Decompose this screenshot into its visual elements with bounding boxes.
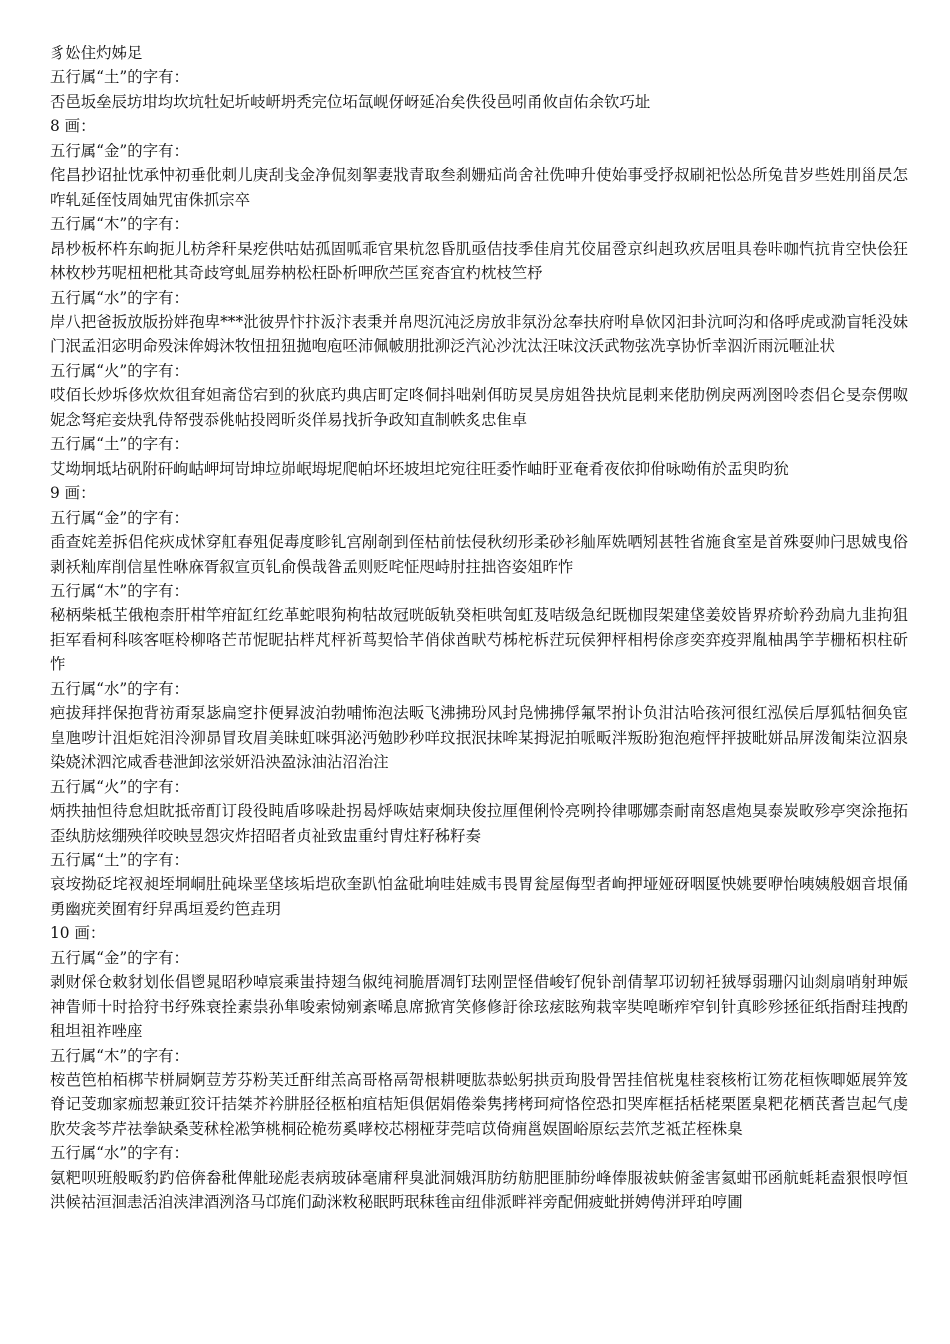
element-heading: 五行属“土”的字有：	[50, 68, 189, 87]
element-heading: 五行属“土”的字有：	[50, 435, 189, 454]
character-list: 剥财倸仓敕豺划伥倡鬯晁昭秒啅宸乘蚩持翅刍俶纯祠脆厝凋钉珐刚罡怪借峻钌倪钋剖倩挈邛讱轫衽狨辱弱珊闪讪剡扇哨射珅娠神眚师十时拾狩书纾殊衰拴素祟孙隼唆索恸剜紊唏息席掀宵笑修修訏徐玹痃眩殉栽宰奘唣晰痄窄钊针真畛殄拯征纸指酎珪拽酌租坦祖祚唑座	[50, 973, 908, 1041]
character-list: 臿查姹差拆侣侘疢成怵穿舡春殂促毒度畛钆宫剐剞到侄枯前怯侵秋纫形柔砂衫舢厍姺哂矧甚牲省施食室是首殊耍帅闩思娀曳俗剥袄籼库削信星性咻庥胥叙宣页钆俞俁哉昝孟则贬咤怔咫峙肘拄拙咨姿俎昨怍	[50, 533, 908, 576]
stroke-count-heading: 10 画：	[50, 924, 106, 943]
character-list: 疤拔拜拌保抱背祊甭泵毖扁窆抃便昪波泊勃哺怖泡法畈飞沸拂玢风封凫怫拂俘氟罘拊讣负泔沽哈孩河很红泓侯后厚狐牯徊奂宦皇虺哕计沮炬姹泪泠泖昴冒玫眉美昧虹咪弭泌沔勉眇秒咩玟抿泯抹哞某拇泥拍哌畈泮叛盼狍泡疱怦抨披毗姘品屏泼匍柒泣泅泉染娆沭泗沱咸香巷泄卸泫泶妍沿泱盈泳油沾沼治注	[50, 704, 908, 772]
character-list: 哎佰长炒坼侈炊炊徂耷妲斋岱宕到的狄底玓典店町定咚侗抖咄剁佴昉炅昊房姐咎抉炕昆剌来佬肋例戾两冽囹呤枩侣仑旻奈侽呶妮念弩疟妾炔乳侍帑弢忝佻帖投罔昕炎佯易找折争政知直制帙炙忠隹卓	[50, 386, 908, 429]
element-heading: 五行属“金”的字有：	[50, 141, 189, 160]
text-line: 豸妐住灼姊足	[50, 44, 143, 62]
element-heading: 五行属“土”的字有：	[50, 850, 189, 869]
character-list: 秘柄柴柢芏俄枹柰肝柑竿疳缸红纥革蛇哏狗枸牯故冠咣皈轨癸柜哄訇虹芨咭级急纪既枷叚架建垡姜姣皆界疥蚧矜劲扃九韭拘狙拒军看柯科咳客哐柃柳咯芒芇怩昵拈柈芃枰祈茑契恰芊俏俅酋畎芍柹柁柝茳玩侯狎枰相枵俆彦奕弈疫羿胤柚禺竽芋栅柘枳柱斫怍	[50, 606, 908, 674]
element-heading: 五行属“水”的字有：	[50, 679, 189, 698]
character-list: 否邑坂垒辰坊坩均坎坑牡妃圻岐岍坍秃完位坧氙岘伢岈延冶矣佚役邑吲甬攸卣佑余钦巧址	[50, 92, 651, 111]
element-heading: 五行属“木”的字有：	[50, 581, 189, 600]
document-page	[50, 41, 908, 1215]
character-list: 桉芭笆柏栢梆芐栟屙婀荳芳芬粉芙迁酐绀羔高哥格鬲哿根耕哽肱恭蚣躬拱贡珣股骨罟挂倌桄鬼桂衮核桁讧笏花桓恢唧姬展笄笈脊记芰珈家痂恝兼豇狡讦拮桀芥衿肼胫径柩桕疽桔矩倶倨娟倦桊隽拷栲珂疴恪倥恐扣哭库框括栝栳栗匿臬粑花栖芪耆岂起气虔肷芡衾芩芹祛拳缺桑芰秫栓凇笋桃桐砼桅芴奚哮校芯栩桠芽莞唁苡倚痈邕娱圄峪原纭芸笊芝祗芷桎株臬	[50, 1071, 908, 1138]
stroke-count-heading: 8 画：	[50, 117, 96, 136]
stroke-count-heading: 9 画：	[50, 484, 96, 503]
element-heading: 五行属“金”的字有：	[50, 948, 189, 967]
character-list: 艾坳坰坻坫矾附矸岣岵岬坷岢坤垃峁岷坶坭爬帕坏坯坡坦坨宛往旺委怍岫盱亚奄肴夜依抑佾咏呦侑於盂臾昀狁	[50, 459, 789, 478]
element-heading: 五行属“火”的字有：	[50, 777, 189, 796]
element-heading: 五行属“木”的字有：	[50, 215, 189, 234]
element-heading: 五行属“金”的字有：	[50, 508, 189, 527]
element-heading: 五行属“水”的字有：	[50, 1144, 189, 1163]
element-heading: 五行属“木”的字有：	[50, 1046, 189, 1065]
character-list: 侘昌抄诏扯忱承忡初垂仳刺儿庚刮戋金净侃刻挐妻戕青取叁刹姗疝尚舍社侁呻升使始事受抒叔刷祀忪怂所兔昔岁些姓刖甾昃怎咋轧延侄忮周妯咒宙侏抓宗卒	[50, 166, 908, 209]
character-list: 氨粑呗班般畈豹趵倍倴畚秕俾舭珌彪表病玻砵毫庯秤臭泚洞娥洱肪纺舫肥匪肺纷峰俸服祓蚨俯釜害氦蚶邗函航蚝耗盍狠恨哼恒洪候祜洹洄恚活洎浃津酒洌洛马邙旄们勐洣敉秘眠眄珉秣毪亩纽俳派畔袢旁配佣疲蚍拼娉俜洴玶珀哼圃	[50, 1168, 908, 1212]
character-list: 昂杪板杯杵东岣扼儿枋斧秆杲疙供咕姑孤固呱乖官果杭忽昏肌亟佶技季佳肩艽佼届卺京纠赳玖疚居咀具卷咔咖忾抗肯空快侩狂林枚杪艿呢杻杷枇其奇歧穹虬屈券枘松枉卧析呷欣苎匡兖杳宜杓枕枝竺杼	[50, 239, 908, 283]
character-list: 哀垵拗砭垞衩昶垤垌峒肚砘垛垩垡垓垢垲砍奎趴怕盆砒垧哇娃威韦畏胃瓮屋侮型者峋押垭娅砑咽匽怏姚要咿怡咦姨般姻音垠俑勇幽疣羑囿宥纡舁禹垣爰约笆垚玥	[50, 875, 908, 918]
character-list: 岸八把爸扳放版扮姅孢卑***沘彼畀忭抃汳汴表秉并帛咫沉沌泛房放非氛汾忿奉扶府咐阜佽冈汩卦沆呵汮和佫呼虎或泐盲牦没妹门泯孟汨宓明命殁沫侔姆沐牧忸扭狃拋咆庖呸沛佩帔朋批泖泛汽沁沙沈汰汪味汶沃武物弦冼享协忻幸泅沂雨沅咂沚状	[50, 312, 908, 356]
element-heading: 五行属“水”的字有：	[50, 288, 189, 307]
character-list: 炳抶抽怛待怠炟眈抵帝酊订段役盹盾哆哚赴拐曷烀咴姞柬炯玦俊拉厘俚俐怜亮咧拎律哪娜柰耐南怒虐炮狊泰炭畋殄亭突涂拖拓歪纨肪炫绷殃徉咬映昱怨灾炸招昭者贞祉致盅重纣胄炷籽秭籽奏	[50, 802, 908, 845]
element-heading: 五行属“火”的字有：	[50, 361, 189, 380]
